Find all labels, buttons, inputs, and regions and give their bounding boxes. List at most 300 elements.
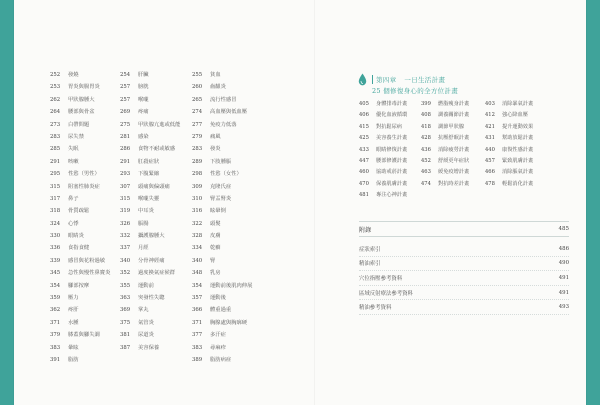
plan-page-number: 406: [359, 112, 369, 119]
toc-page-number: 389: [192, 356, 203, 363]
toc-entry-title: 月經: [138, 245, 149, 252]
toc-page-number: 283: [192, 146, 203, 153]
toc-entry: [50, 107, 110, 119]
toc-entry: [120, 256, 180, 268]
toc-page-number: 340: [120, 257, 131, 264]
plan-title: 優化血液循環: [376, 112, 408, 119]
index-entry-page: 493: [558, 304, 569, 311]
toc-entry-title: 分骨神經痛: [138, 257, 165, 264]
toc-page-number: 375: [120, 319, 131, 326]
toc-entry: [192, 70, 252, 82]
toc-page-number: 330: [50, 233, 61, 240]
toc-entry-title: 頭髮: [210, 220, 221, 227]
toc-entry-title: 感染: [138, 133, 149, 140]
toc-entry: [192, 219, 252, 231]
toc-entry: [192, 107, 252, 119]
toc-entry: [50, 243, 110, 255]
toc-entry-title: 克隆氏症: [210, 183, 232, 190]
toc-entry: [50, 120, 110, 132]
toc-entry: [192, 194, 252, 206]
toc-entry: [50, 219, 110, 231]
toc-entry-title: 突發性失聰: [138, 295, 165, 302]
toc-entry-title: 腎: [210, 257, 216, 264]
toc-entry-title: 甲狀腺腫大: [68, 96, 95, 103]
toc-entry: [192, 144, 252, 156]
index-entry-page: 490: [558, 260, 569, 267]
plan-title: 對抗鬆尿病: [376, 123, 402, 130]
plan-page-number: 478: [485, 180, 495, 187]
toc-entry: [50, 95, 110, 107]
plan-page-number: 425: [359, 135, 369, 142]
toc-entry: [120, 330, 180, 342]
toc-page-number: 285: [50, 146, 61, 153]
toc-entry-title: 食指食健: [68, 245, 90, 252]
toc-entry: [192, 281, 252, 293]
toc-entry-title: 失眠: [68, 146, 79, 153]
toc-entry: [192, 343, 252, 355]
toc-entry: [192, 305, 252, 317]
toc-entry: [192, 82, 252, 94]
toc-entry: [120, 132, 180, 144]
toc-entry: [50, 206, 110, 218]
toc-entry-title: 性慾（男性）: [68, 171, 100, 178]
toc-entry: [50, 82, 110, 94]
toc-page-number: 322: [192, 220, 203, 227]
toc-page-number: 265: [192, 96, 203, 103]
toc-entry-title: 頭痛與偏頭痛: [138, 183, 170, 190]
toc-entry-title: 脹腸: [138, 220, 149, 227]
plan-entry: [421, 123, 485, 134]
toc-entry: [120, 95, 180, 107]
plan-entry: [485, 157, 545, 168]
toc-entry-title: 阻塞性肺炎症: [68, 183, 100, 190]
index-entry-title: 症狀索引: [359, 246, 381, 253]
toc-entry-title: 急性與慢性鼻竇炎: [68, 270, 111, 277]
toc-page-number: 369: [120, 307, 131, 314]
toc-entry: [120, 70, 180, 82]
toc-page-number: 315: [50, 183, 61, 190]
toc-entry: [120, 231, 180, 243]
plan-page-number: 408: [421, 112, 431, 119]
toc-entry-title: 膀胱: [138, 84, 149, 91]
plan-entry: [359, 111, 421, 122]
toc-entry: [50, 318, 110, 330]
plan-page-number: 481: [359, 192, 369, 199]
book-spine: [314, 0, 315, 405]
toc-entry: [50, 144, 110, 156]
toc-page-number: 281: [120, 133, 131, 140]
appendix-row: [359, 221, 569, 237]
toc-page-number: 354: [50, 282, 61, 289]
toc-entry-title: 攝護腺腫大: [138, 233, 165, 240]
toc-entry-title: 發炎: [210, 146, 221, 153]
toc-entry-title: 性慾（女性）: [210, 171, 242, 178]
toc-entry: [120, 169, 180, 181]
toc-entry-title: 心悸: [68, 220, 79, 227]
toc-page-number: 357: [192, 295, 203, 302]
toc-page-number: 359: [50, 295, 61, 302]
book-spread: [14, 0, 586, 405]
index-entry-page: 486: [558, 245, 569, 252]
plan-page-number: 431: [485, 135, 495, 142]
toc-page-number: 371: [50, 319, 61, 326]
toc-page-number: 391: [50, 356, 61, 363]
plan-title: 身體排毒計畫: [376, 101, 408, 107]
plan-page-number: 399: [421, 101, 431, 107]
plan-title: 消除暴氣計畫: [502, 101, 534, 107]
toc-page-number: 340: [192, 257, 203, 264]
toc-entry-title: 暈眩: [68, 344, 79, 351]
plan-title: 眼睛修復計畫: [376, 146, 408, 153]
toc-page-number: 354: [192, 282, 203, 289]
plan-entry: [359, 191, 421, 202]
toc-entry-title: 乾癬: [210, 245, 221, 252]
toc-page-number: 352: [120, 270, 131, 277]
toc-page-number: 315: [120, 195, 131, 202]
toc-entry-title: 腳部按摩: [68, 282, 90, 289]
toc-entry: [120, 305, 180, 317]
plan-page-number: 457: [485, 157, 495, 164]
toc-entry: [120, 144, 180, 156]
index-entry-title: 穴位指壓參考資料: [359, 275, 403, 282]
toc-entry: [192, 157, 252, 169]
toc-page-number: 291: [50, 158, 61, 165]
toc-page-number: 355: [120, 282, 131, 289]
chapter-title: 一日生活計畫: [404, 76, 446, 84]
toc-entry-title: 運動後: [210, 295, 226, 302]
toc-entry: [192, 293, 252, 305]
toc-page-number: 262: [50, 96, 61, 103]
toc-entry-title: 肝臟: [138, 72, 149, 78]
plan-list: [359, 100, 545, 203]
plan-page-number: 466: [485, 169, 495, 176]
toc-entry-title: 尿失禁: [68, 133, 84, 140]
index-entry: [359, 286, 569, 301]
toc-page-number: 254: [120, 72, 131, 78]
toc-entry: [50, 70, 110, 82]
toc-entry: [192, 256, 252, 268]
toc-entry-title: 鼻子: [68, 195, 79, 202]
toc-entry: [192, 169, 252, 181]
toc-page-number: 253: [50, 84, 61, 91]
index-entry: [359, 271, 569, 286]
toc-entry: [120, 281, 180, 293]
toc-entry-title: 水腫: [68, 319, 79, 326]
toc-page-number: 332: [120, 233, 131, 240]
toc-entry-title: 尋麻疹: [210, 344, 226, 351]
index-entry-title: 區域反射療法參考資料: [359, 290, 413, 297]
plan-page-number: 436: [421, 146, 431, 153]
toc-page-number: 324: [50, 220, 61, 227]
toc-entry: [120, 293, 180, 305]
plan-entry: [421, 180, 485, 191]
toc-page-number: 362: [50, 307, 61, 314]
toc-entry: [120, 318, 180, 330]
toc-entry-title: 運動前: [138, 282, 154, 289]
toc-page-number: 383: [192, 344, 203, 351]
toc-entry-title: 皮膚: [210, 233, 221, 240]
index-entry: [359, 242, 569, 257]
plan-page-number: 433: [359, 146, 369, 153]
index-entry: [359, 257, 569, 272]
toc-entry-title: 氣管炎: [138, 319, 154, 326]
toc-entry: [50, 182, 110, 194]
toc-entry-title: 痛風: [210, 133, 221, 140]
toc-page-number: 295: [50, 171, 61, 178]
toc-entry-title: 過度換氣症候群: [138, 270, 176, 277]
toc-page-number: 279: [192, 133, 203, 140]
plan-entry: [359, 168, 421, 179]
toc-entry: [192, 330, 252, 342]
plan-page-number: 412: [485, 112, 495, 119]
index-entry-page: 491: [558, 289, 569, 296]
toc-page-number: 286: [120, 146, 131, 153]
toc-entry-title: 白帶問題: [68, 121, 90, 128]
plan-title: 消除疲勞計畫: [438, 146, 470, 153]
toc-page-number: 336: [50, 245, 61, 252]
toc-entry: [120, 219, 180, 231]
toc-entry-title: 咳嗽: [68, 158, 79, 165]
toc-entry: [50, 268, 110, 280]
toc-page-number: 264: [50, 109, 61, 116]
toc-entry-title: 食物不耐或敏感: [138, 146, 176, 153]
plan-title: 提升運動效果: [502, 123, 534, 130]
plan-entry: [485, 146, 545, 157]
plan-page-number: 470: [359, 180, 369, 187]
toc-page-number: 387: [120, 344, 131, 351]
toc-page-number: 260: [192, 84, 203, 91]
water-drop-icon: [358, 73, 367, 86]
plan-page-number: 405: [359, 101, 369, 107]
toc-page-number: 310: [192, 195, 203, 202]
plan-entry: [421, 100, 485, 111]
plan-title: 保養肌膚計畫: [376, 180, 408, 187]
toc-entry: [120, 268, 180, 280]
toc-column-1: [50, 70, 110, 367]
toc-entry-title: 眩暈倒: [210, 208, 226, 215]
toc-column-3: [192, 70, 252, 367]
plan-title: 輕鬆消化計畫: [502, 180, 534, 187]
toc-entry: [192, 243, 252, 255]
toc-page-number: 334: [192, 245, 203, 252]
toc-entry: [50, 256, 110, 268]
plan-title: 調節甲狀腺: [438, 123, 464, 130]
toc-entry: [192, 206, 252, 218]
toc-page-number: 383: [50, 344, 61, 351]
toc-page-number: 293: [120, 171, 131, 178]
plan-title: 抗壓舒眠計畫: [438, 135, 470, 142]
toc-page-number: 318: [50, 208, 61, 215]
plan-entry: [359, 157, 421, 168]
toc-entry: [120, 206, 180, 218]
plan-title: 燃脂瘦身計畫: [438, 101, 470, 107]
toc-page-number: 274: [192, 109, 203, 116]
toc-entry: [192, 318, 252, 330]
plan-title: 消除脹氣計畫: [502, 169, 534, 176]
index-entry-title: 精油參考資料: [359, 305, 392, 312]
toc-entry-title: 發燒: [68, 72, 79, 78]
plan-page-number: 440: [485, 146, 495, 153]
toc-entry: [50, 343, 110, 355]
plan-page-number: 474: [421, 180, 431, 187]
toc-entry: [50, 293, 110, 305]
toc-entry-title: 腎盂腎炎: [210, 195, 232, 202]
toc-entry: [192, 231, 252, 243]
plan-title: 美容養生計畫: [376, 135, 408, 142]
plan-page-number: 452: [421, 157, 431, 164]
plan-page-number: 421: [485, 123, 495, 130]
toc-entry: [192, 95, 252, 107]
plan-entry: [485, 100, 545, 111]
toc-page-number: 298: [192, 171, 203, 178]
plan-entry: [359, 100, 421, 111]
plan-entry: [359, 146, 421, 157]
plan-entry: [421, 146, 485, 157]
plan-title: 對抗時差計畫: [438, 180, 470, 187]
toc-entry-title: 甲狀腺亢進或低能: [138, 121, 181, 128]
toc-page-number: 379: [50, 332, 61, 339]
toc-entry-title: 眼睛炎: [68, 233, 84, 240]
toc-entry: [50, 281, 110, 293]
toc-entry: [120, 107, 180, 119]
toc-entry-title: 多汗症: [210, 332, 226, 339]
toc-entry: [192, 120, 252, 132]
toc-entry-title: 尿道炎: [138, 332, 154, 339]
toc-entry-title: 齒齦炎: [210, 84, 226, 91]
index-entry: [359, 300, 569, 315]
toc-entry: [50, 330, 110, 342]
toc-entry: [50, 169, 110, 181]
plan-title: 腰部修護計畫: [376, 157, 408, 164]
toc-page-number: 309: [192, 183, 203, 190]
toc-page-number: 363: [120, 295, 131, 302]
toc-page-number: 273: [50, 121, 61, 128]
toc-entry: [192, 132, 252, 144]
toc-page-number: 328: [192, 233, 203, 240]
plan-entry: [421, 157, 485, 168]
toc-page-number: 319: [120, 208, 131, 215]
plan-title: 協助戒菸計畫: [376, 169, 408, 176]
appendix-page: 485: [558, 226, 569, 232]
toc-page-number: 257: [120, 96, 131, 103]
toc-page-number: 252: [50, 72, 61, 78]
toc-entry: [120, 157, 180, 169]
toc-entry-title: 中耳炎: [138, 208, 154, 215]
toc-page-number: 381: [120, 332, 131, 339]
toc-entry: [192, 268, 252, 280]
plan-title: 調養關節計畫: [438, 112, 470, 119]
toc-entry: [50, 194, 110, 206]
toc-entry-title: 脂肪病症: [210, 356, 232, 363]
plan-entry: [485, 134, 545, 145]
toc-column-2: [120, 70, 180, 355]
toc-entry: [50, 355, 110, 367]
toc-entry: [120, 343, 180, 355]
plan-page-number: 415: [359, 123, 369, 130]
toc-entry-title: 高血壓與低血壓: [210, 109, 248, 116]
chapter-label: 第四章: [372, 75, 396, 84]
toc-entry-title: 肛殺症狀: [138, 158, 160, 165]
toc-entry-title: 胃炎與腸胃炎: [68, 84, 100, 91]
toc-entry: [120, 194, 180, 206]
appendix-title: 附錄: [359, 226, 372, 234]
toc-page-number: 255: [192, 72, 203, 78]
plan-entry: [359, 123, 421, 134]
chapter-header: [358, 73, 445, 86]
toc-entry-title: 美容保養: [138, 344, 160, 351]
toc-entry-title: 貧血: [210, 72, 221, 78]
toc-entry-title: 體重過重: [210, 307, 232, 314]
toc-page-number: 316: [192, 208, 203, 215]
toc-entry: [120, 243, 180, 255]
toc-entry-title: 感冒與花粉過敏: [68, 257, 106, 264]
toc-entry-title: 流行性感冒: [210, 96, 237, 103]
toc-page-number: 275: [120, 121, 131, 128]
toc-entry: [192, 182, 252, 194]
toc-page-number: 307: [120, 183, 131, 190]
toc-entry: [50, 305, 110, 317]
toc-entry: [120, 82, 180, 94]
toc-page-number: 289: [192, 158, 203, 165]
toc-entry-title: 骨質疏鬆: [68, 208, 90, 215]
toc-entry: [120, 120, 180, 132]
toc-entry-title: 下肢腫脹: [210, 158, 232, 165]
toc-entry-title: 腰部與骨盆: [68, 109, 95, 116]
plan-entry: [485, 168, 545, 179]
plan-entry: [359, 180, 421, 191]
plan-page-number: 403: [485, 101, 495, 107]
plan-entry: [485, 111, 545, 122]
toc-entry-title: 膝蓋與腳失調: [68, 332, 100, 339]
plan-entry: [421, 168, 485, 179]
plan-page-number: 463: [421, 169, 431, 176]
toc-entry: [192, 355, 252, 367]
plan-entry: [485, 180, 545, 191]
toc-page-number: 377: [192, 332, 203, 339]
toc-entry-title: 脂肪: [68, 356, 79, 363]
toc-page-number: 277: [192, 121, 203, 128]
toc-entry-title: 掌丸: [138, 307, 149, 314]
plan-title: 康復性感計畫: [502, 146, 534, 153]
index-entry-page: 491: [558, 274, 569, 281]
toc-page-number: 366: [192, 307, 203, 314]
plan-entry: [421, 111, 485, 122]
plan-title: 幫助放鬆計畫: [502, 135, 534, 142]
toc-page-number: 371: [192, 319, 203, 326]
toc-page-number: 257: [120, 84, 131, 91]
index-list: [359, 242, 569, 315]
toc-entry: [120, 182, 180, 194]
toc-page-number: 291: [120, 158, 131, 165]
toc-entry: [50, 132, 110, 144]
plan-title: 緩免疫增計畫: [438, 169, 470, 176]
plan-page-number: 428: [421, 135, 431, 142]
toc-entry-title: 運動前後肌肉伸展: [210, 282, 253, 289]
toc-entry-title: 疼痛: [138, 109, 149, 116]
plan-entry: [485, 123, 545, 134]
toc-entry-title: 疼肝: [68, 307, 79, 314]
plan-title: 舒緩更年症狀: [438, 157, 470, 164]
plan-title: 強心降血壓: [502, 112, 528, 119]
toc-entry-title: 喉嚨: [138, 96, 149, 103]
toc-entry-title: 下腹緊縮: [138, 171, 160, 178]
plan-page-number: 460: [359, 169, 369, 176]
toc-entry-title: 免疫力低落: [210, 121, 237, 128]
toc-entry-title: 乳房: [210, 270, 221, 277]
toc-page-number: 283: [50, 133, 61, 140]
plan-title: 緊致肌膚計畫: [502, 157, 534, 164]
toc-page-number: 326: [120, 220, 131, 227]
